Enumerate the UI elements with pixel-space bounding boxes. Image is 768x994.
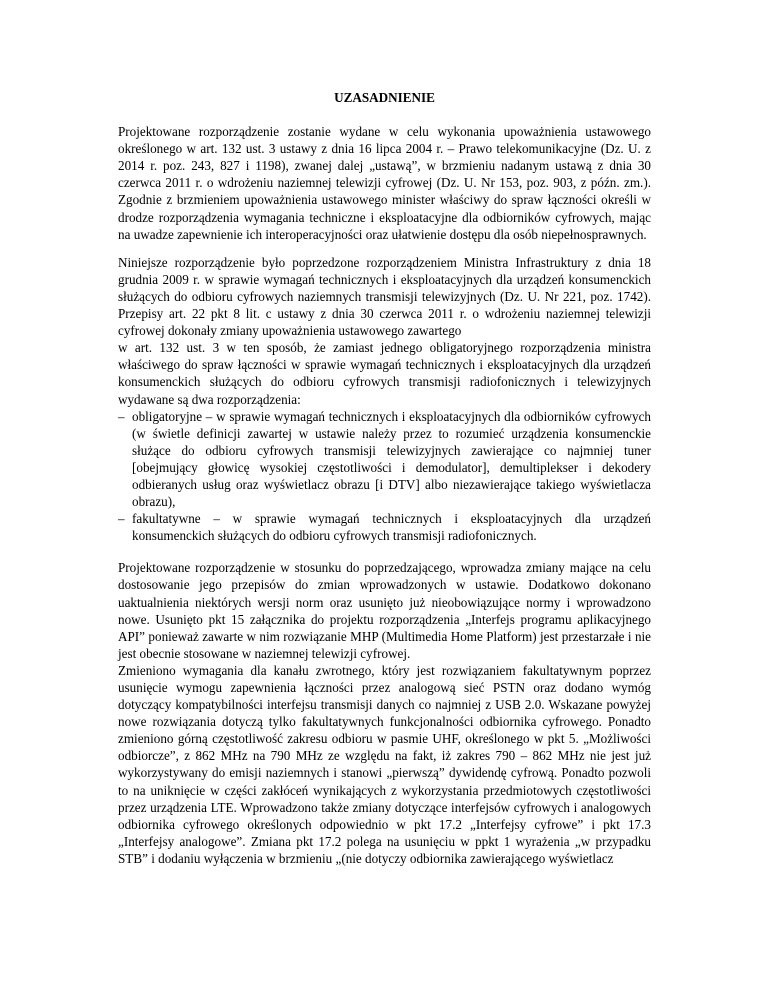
document-title: UZASADNIENIE: [334, 90, 435, 105]
list-item-text: fakultatywne – w sprawie wymagań technicznych i eksploatacyjnych dla urządzeń konsumenckich służących do odbioru cyfrowych transmisji radiofonicznych.: [132, 511, 651, 544]
paragraph-previous-regulation: Niniejsze rozporządzenie było poprzedzone rozporządzeniem Ministra Infrastruktury z dnia 18 grudnia 2009 r. w sprawie wymagań technicznych i eksploatacyjnych dla urządzeń konsumenckich służących do odbioru cyfrowych naziemnych transmisji telewizyjnych (Dz. U. Nr 221, poz. 1742). Przepisy art. 22 pkt 8 lit. c ustawy z dnia 30 czerwca 2011 r. o wdrożeniu naziemnej telewizji cyfrowej dokonały zmiany upoważnienia ustawowego zawartego: [118, 254, 651, 339]
paragraph-legal-basis: Projektowane rozporządzenie zostanie wydane w celu wykonania upoważnienia ustawowego określonego w art. 132 ust. 3 ustawy z dnia 16 lipca 2004 r. – Prawo telekomunikacyjne (Dz. U. z 2014 r. poz. 243, 827 i 1198), zwanej dalej „ustawą”, w brzmieniu nadanym ustawą z dnia 30 czerwca 2011 r. o wdrożeniu naziemnej telewizji cyfrowej (Dz. U. Nr 153, poz. 903, z późn. zm.). Zgodnie z brzmieniem upoważnienia ustawowego minister właściwy do spraw łączności określi w drodze rozporządzenia wymagania techniczne i eksploatacyjne dla odbiorników cyfrowych, mając na uwadze zapewnienie ich interoperacyjności oraz ułatwienie dostępu dla osób niepełnosprawnych.: [118, 124, 651, 242]
list-dash: –: [118, 408, 125, 424]
paragraph-changes-continued: Zmieniono wymagania dla kanału zwrotnego, który jest rozwiązaniem fakultatywnym poprzez usunięcie wymogu zapewnienia łączności przez analogową sieć PSTN oraz dodano wymóg dotyczący kompatybilności interfejsu transmisji danych co najmniej z USB 2.0. Wskazane powyżej nowe rozwiązania dotyczą tylko fakultatywnych funkcjonalności odbiornika cyfrowego. Ponadto zmieniono górną częstotliwość zakresu odbioru w pasmie UHF, określonego w pkt 5. „Możliwości odbiorcze”, z 862 MHz na 790 MHz ze względu na fakt, iż zakres 790 – 862 MHz nie jest już wykorzystywany do emisji naziemnych i stanowi „pierwszą” dywidendę cyfrową. Ponadto pozwoli to na uniknięcie w części zakłóceń wynikających z wykorzystania przedmiotowych częstotliwości przez urządzenia LTE. Wprowadzono także zmiany dotyczące interfejsów cyfrowych i analogowych odbiornika cyfrowego określonych odpowiednio w pkt 17.2 „Interfejsy cyfrowe” i pkt 17.3 „Interfejsy analogowe”. Zmiana pkt 17.2 polega na usunięciu w ppkt 1 wyrażenia „w przypadku STB” i dodaniu wyłączenia w brzmieniu „(nie dotyczy odbiornika zawierającego wyświetlacz: [118, 662, 651, 866]
list-item: [118, 408, 651, 511]
list-item: [118, 510, 651, 544]
list-item-text: obligatoryjne – w sprawie wymagań technicznych i eksploatacyjnych dla odbiorników cyfrowych (w świetle definicji zawartej w ustawie należy przez to rozumieć urządzenia konsumenckie służące do odbioru cyfrowych transmisji telewizyjnych zawierające co najmniej tuner [obejmujący głowicę wysokiej częstotliwości i demodulator], demultiplekser i dekodery odbieranych usług oraz wyświetlacz obrazu [i DTV] albo niezawierające takiego wyświetlacza obrazu),: [132, 408, 651, 510]
list-dash: –: [118, 511, 125, 527]
document-page: [118, 89, 651, 867]
paragraph-previous-regulation-continued: w art. 132 ust. 3 w ten sposób, że zamiast jednego obligatoryjnego rozporządzenia ministra właściwego do spraw łączności w sprawie wymagań technicznych i eksploatacyjnych dla urządzeń konsumenckich służących do odbioru cyfrowych transmisji radiofonicznych i telewizyjnych wydawane są dwa rozporządzenia:: [118, 340, 651, 407]
paragraph-changes: Projektowane rozporządzenie w stosunku do poprzedzającego, wprowadza zmiany mające na celu dostosowanie jego przepisów do zmian wprowadzonych w ustawie. Dodatkowo dokonano uaktualnienia niektórych wersji norm oraz usunięto już nieobowiązujące normy i wprowadzono nowe. Usunięto pkt 15 załącznika do projektu rozporządzenia „Interfejs programu aplikacyjnego API” ponieważ zawarte w nim rozwiązanie MHP (Multimedia Home Platform) jest przestarzałe i nie jest obecnie stosowane w naziemnej telewizji cyfrowej.: [118, 560, 651, 661]
regulation-type-list: [118, 408, 651, 545]
